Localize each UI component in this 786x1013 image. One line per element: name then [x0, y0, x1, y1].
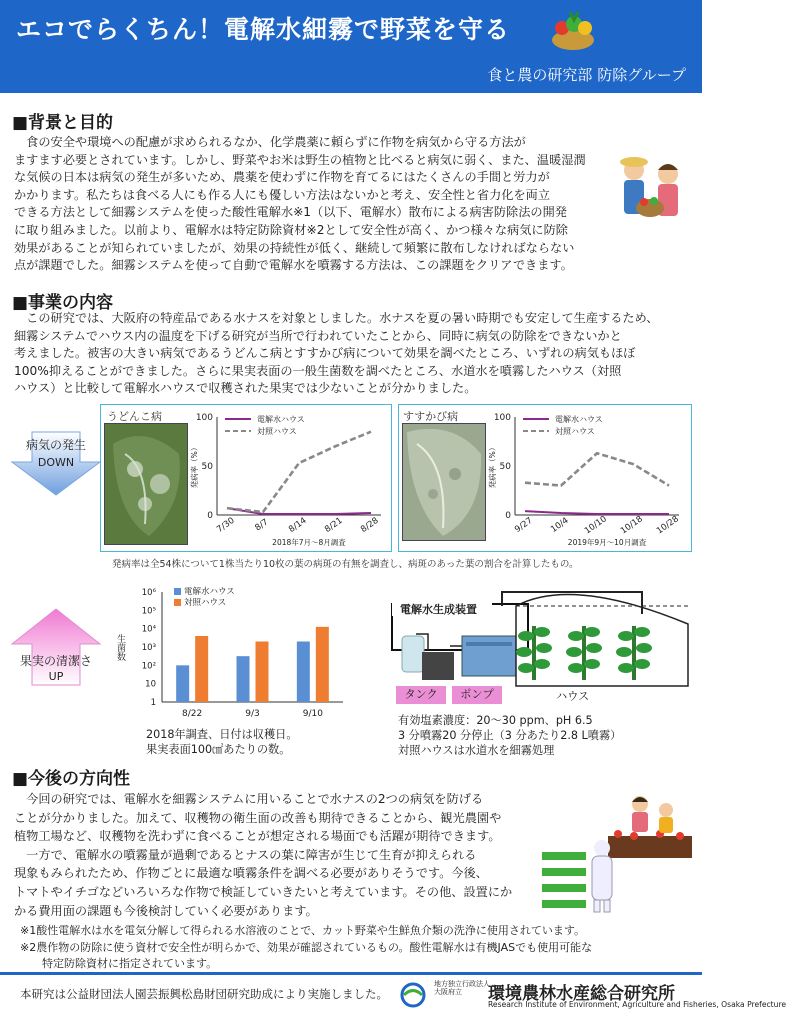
chart-bacteria — [115, 584, 350, 724]
paragraph-line: かる費用面の課題も今後検討していく必要があります。 — [14, 903, 318, 918]
legend-swatch — [174, 599, 181, 606]
project-text — [14, 310, 658, 398]
bar-control — [256, 642, 269, 703]
legend-label: 電解水ハウス — [257, 415, 305, 424]
panel-title: すすかび病 — [403, 410, 459, 423]
leaf-photo-leaf-mold — [402, 423, 486, 541]
y-axis-label: 発病率（%） — [190, 443, 199, 489]
paragraph-line: 今回の研究では、電解水を細霧システムに用いることで水ナスの2つの病気を防げる — [14, 792, 484, 806]
future-text — [14, 790, 512, 920]
paragraph-line: ハウス）と比較して電解水ハウスで収穫された果実では少ないことが分かりました。 — [14, 381, 477, 396]
institute-type — [434, 980, 490, 996]
x-tick-label: 10/18 — [618, 514, 645, 537]
header-banner — [0, 0, 702, 93]
panel-powdery-mildew — [100, 404, 392, 552]
footnote-2: ※2農作物の防除に使う資材で安全性が明らかで、効果が確認されているもの。酸性電解水は有機JASでも使用可能な — [20, 941, 593, 954]
y-tick-label: 0 — [505, 511, 511, 521]
acknowledgment: 本研究は公益財団法人園芸振興松島財団研究助成により実施しました。 — [20, 987, 388, 1001]
paragraph-line: ことが分かりました。加えて、収穫物の衛生面の改善も期待できることから、観光農園や — [14, 810, 502, 825]
x-tick-label: 9/27 — [513, 515, 535, 535]
paragraph-line: な気候の日本は病気の発生が多いため、農薬を使わずに作物を育てるにはたくさんの手間と労力が — [14, 170, 550, 185]
up-arrow — [10, 608, 102, 686]
spec-spray: 3 分噴霧20 分停止（3 分あたり2.8 L噴霧） — [398, 729, 622, 742]
institute-logo-icon — [396, 982, 430, 1008]
legend-label: 電解水ハウス — [555, 415, 603, 424]
x-tick-label: 8/21 — [323, 515, 345, 535]
paragraph-line: かかります。私たちは食べる人にも作る人にも優しい方法はないかと考え、安全性と省力化を両立 — [14, 187, 551, 202]
paragraph-line: 食の安全や環境への配慮が求められるなか、化学農薬に頼らずに作物を病気から守る方法が — [14, 135, 526, 149]
chart-leaf-mold — [487, 405, 689, 549]
y-tick-label: 100 — [195, 413, 213, 423]
plant-factory-illustration — [540, 834, 620, 914]
institute-type-line: 地方独立行政法人 — [434, 980, 490, 988]
x-tick-label: 9/10 — [302, 709, 323, 719]
paragraph-line: できる方法として細霧システムを使った酸性電解水※1（以下、電解水）散布による病害防除法の開発 — [14, 205, 567, 220]
bar-note-2: 果実表面100㎠あたりの数。 — [146, 743, 291, 756]
series-line-control — [525, 453, 669, 485]
page-title: エコでらくちん！電解水細霧で野菜を守る — [16, 15, 511, 44]
footnote-1: ※1酸性電解水は水を電気分解して得られる水溶液のことで、カット野菜や生鮮魚介類の洗浄に使用されています。 — [20, 924, 586, 937]
y-tick-label: 50 — [201, 462, 213, 472]
paragraph-line: 細霧システムでハウス内の温度を下げる研究が当所で行われていたことから、同時に病気の防除をできないかと — [14, 328, 622, 343]
y-tick-label: 10² — [141, 661, 156, 672]
down-arrow — [10, 432, 102, 496]
leaf-photo-powdery — [104, 423, 188, 545]
x-tick-label: 9/3 — [245, 709, 260, 719]
paragraph-line: トマトやイチゴなどいろいろな作物で検証していきたいと考えています。その他、設置にか — [14, 884, 513, 899]
paragraph-line: 現象もみられたため、作物ごとに最適な噴霧条件を調べる必要がありそうです。今後、 — [14, 866, 488, 881]
y-tick-label: 10⁶ — [141, 588, 156, 598]
legend-swatch — [174, 588, 181, 595]
paragraph-line: ますます必要とされています。しかし、野菜やお米は野生の植物と比べると病気に弱く、また、温暖湿潤 — [14, 152, 586, 167]
bar-control — [195, 636, 208, 702]
panel-leaf-mold — [398, 404, 692, 552]
y-tick-label: 50 — [499, 462, 511, 472]
disease-rate-note: 発病率は全54株について1株当たり10枚の葉の病斑の有無を調査し、病斑のあった葉の割合を計算したもの。 — [112, 559, 579, 570]
pump-label: ポンプ — [452, 686, 502, 704]
footer-divider — [0, 972, 702, 975]
y-axis-label: 生菌数 — [115, 634, 125, 661]
bar-treated — [176, 665, 189, 702]
department-label: 食と農の研究部 防除グループ — [487, 66, 686, 84]
y-tick-label: 0 — [207, 511, 213, 521]
legend-label: 対照ハウス — [184, 598, 227, 608]
y-tick-label: 10⁴ — [141, 624, 156, 635]
vegetable-basket-icon — [548, 6, 598, 52]
tank-box-icon — [422, 652, 454, 680]
x-tick-label: 10/10 — [582, 514, 609, 537]
paragraph-line: この研究では、大阪府の特産品である水ナスを対象としました。水ナスを夏の暑い時期でも安定して生産するため、 — [14, 311, 659, 325]
background-text — [14, 134, 586, 275]
x-tick-label: 10/28 — [654, 514, 681, 537]
y-tick-label: 100 — [493, 413, 511, 423]
legend-label: 電解水ハウス — [184, 587, 235, 597]
legend-label: 対照ハウス — [555, 427, 595, 436]
institute-name-english: Research Institute of Environment, Agriculture and Fisheries, Osaka Prefecture — [488, 1000, 786, 1009]
farmers-illustration — [612, 148, 690, 238]
y-axis-label: 発病率（%） — [488, 443, 497, 489]
heading-project: ■事業の内容 — [12, 293, 114, 313]
institute-type-line: 大阪府立 — [434, 988, 462, 996]
y-tick-label: 1 — [150, 698, 156, 708]
chart-powdery-mildew — [189, 405, 389, 549]
x-tick-label: 7/30 — [215, 515, 237, 535]
bar-treated — [297, 642, 310, 703]
paragraph-line: 考えました。被害の大きい病気であるうどんこ病とすすかび病について効果を調べたところ、いずれの病気もほぼ — [14, 346, 636, 361]
x-tick-label: 8/7 — [253, 517, 271, 534]
bar-note-1: 2018年調査、日付は収穫日。 — [146, 728, 298, 741]
spec-chlorine: 有効塩素濃度：20～30 ppm、pH 6.5 — [398, 714, 593, 727]
up-arrow-word: UP — [48, 670, 64, 683]
device-label: 電解水生成装置 — [400, 603, 477, 616]
footnote-2-cont: 特定防除資材に指定されています。 — [20, 957, 218, 970]
y-tick-label: 10⁵ — [141, 606, 156, 617]
x-axis-label: 2019年9月～10月調査 — [567, 538, 647, 547]
x-tick-label: 10/4 — [549, 515, 571, 535]
down-arrow-word: DOWN — [37, 456, 75, 469]
bar-control — [316, 627, 329, 702]
series-line-treated — [525, 511, 669, 514]
heading-future: ■今後の方向性 — [12, 769, 131, 789]
y-tick-label: 10 — [145, 679, 156, 690]
institute-name: 環境農林水産総合研究所 — [488, 984, 675, 1004]
paragraph-line: 一方で、電解水の噴霧量が過剰であるとナスの葉に障害が生じて生育が抑えられる — [14, 847, 477, 862]
paragraph-line: 点が課題でした。細霧システムを使って自動で電解水を噴霧する方法は、この課題をクリアできます。 — [14, 258, 573, 273]
tank-label: タンク — [396, 686, 446, 704]
up-arrow-label: 果実の清潔さ — [19, 654, 92, 668]
down-arrow-label: 病気の発生 — [25, 438, 86, 452]
heading-background: ■背景と目的 — [12, 113, 114, 133]
panel-title: うどんこ病 — [107, 410, 162, 423]
x-tick-label: 8/28 — [359, 515, 381, 535]
x-axis-label: 2018年7月～8月調査 — [272, 538, 346, 547]
legend-label: 対照ハウス — [257, 427, 297, 436]
paragraph-line: 100%抑えることができました。さらに果実表面の一般生菌数を調べたところ、水道水を噴霧したハウス（対照 — [14, 363, 622, 378]
paragraph-line: 植物工場など、収穫物を洗わずに食べることが想定される場面でも活躍が期待できます。 — [14, 829, 501, 844]
series-line-control — [227, 432, 371, 512]
x-tick-label: 8/22 — [182, 709, 203, 719]
x-tick-label: 8/14 — [287, 515, 309, 535]
paragraph-line: 効果があることが知られていましたが、効果の持続性が低く、継続して頻繁に散布しなければならない — [14, 240, 575, 255]
tank-icon — [402, 636, 424, 672]
spec-control: 対照ハウスは水道水を細霧処理 — [398, 744, 555, 757]
eggplant-plants-icon — [516, 626, 652, 680]
y-tick-label: 10³ — [141, 643, 156, 653]
greenhouse-outline — [516, 594, 688, 686]
bar-treated — [237, 656, 250, 702]
paragraph-line: に取り組みました。以前より、電解水は特定防除資材※2として安全性が高く、かつ様々な病気に防除 — [14, 222, 568, 237]
house-label: ハウス — [556, 690, 590, 703]
